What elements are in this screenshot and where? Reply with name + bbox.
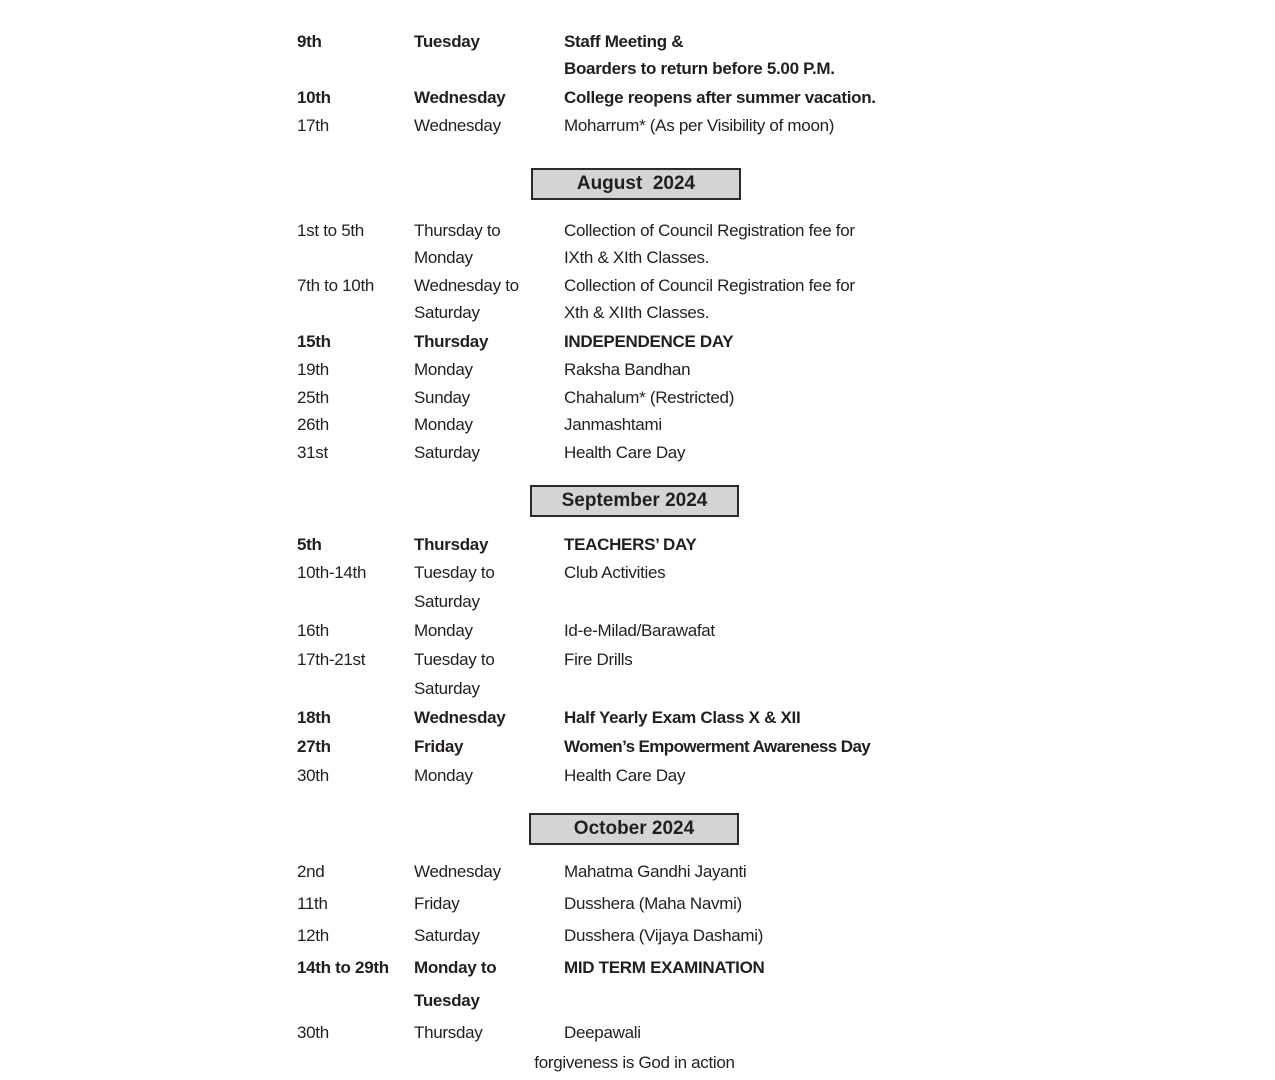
row-day: Sunday [414, 388, 470, 407]
row-date: 17th [297, 116, 329, 135]
row-date: 14th to 29th [297, 958, 389, 977]
row-event: Mahatma Gandhi Jayanti [564, 862, 747, 881]
row-date: 19th [297, 360, 329, 379]
row-day-line2: Saturday [414, 679, 480, 698]
row-day: Friday [414, 894, 460, 913]
month-header-october: October 2024 [529, 813, 739, 845]
row-day: Wednesday [414, 708, 506, 727]
row-date: 16th [297, 621, 329, 640]
row-date: 31st [297, 443, 328, 462]
row-event: MID TERM EXAMINATION [564, 958, 765, 977]
row-day: Saturday [414, 443, 480, 462]
row-day: Wednesday [414, 88, 506, 107]
row-day-line2: Tuesday [414, 991, 480, 1010]
row-event: Half Yearly Exam Class X & XII [564, 708, 801, 727]
row-day: Monday [414, 360, 473, 379]
row-date: 30th [297, 1023, 329, 1042]
row-day-line1: Tuesday to [414, 563, 495, 582]
row-event: Moharrum* (As per Visibility of moon) [564, 116, 835, 135]
row-event-line1: Collection of Council Registration fee for [564, 276, 855, 295]
row-event: Dusshera (Maha Navmi) [564, 894, 742, 913]
row-day: Wednesday [414, 862, 501, 881]
month-header-august: August 2024 [531, 168, 741, 200]
row-day: Wednesday [414, 116, 501, 135]
row-date: 5th [297, 535, 322, 554]
row-date: 26th [297, 415, 329, 434]
row-event: Janmashtami [564, 415, 662, 434]
row-date: 30th [297, 766, 329, 785]
row-event: Fire Drills [564, 650, 633, 669]
row-day: Monday [414, 415, 473, 434]
row-day-line2: Monday [414, 248, 473, 267]
row-day: Monday [414, 766, 473, 785]
row-day: Tuesday [414, 32, 480, 51]
row-event: Women’s Empowerment Awareness Day [564, 737, 871, 756]
row-day-line2: Saturday [414, 592, 480, 611]
row-event [564, 221, 855, 268]
row-day [414, 650, 494, 699]
row-day [414, 958, 496, 1011]
row-event: TEACHERS’ DAY [564, 535, 697, 554]
row-date: 12th [297, 926, 329, 945]
row-event: Chahalum* (Restricted) [564, 388, 735, 407]
row-day-line1: Tuesday to [414, 650, 495, 669]
row-event: Id-e-Milad/Barawafat [564, 621, 715, 640]
row-day [414, 563, 494, 612]
row-event-line1: Collection of Council Registration fee for [564, 221, 855, 240]
footer-quote: forgiveness is God in action [534, 1053, 735, 1072]
row-event: INDEPENDENCE DAY [564, 332, 734, 351]
row-day: Thursday [414, 1023, 483, 1042]
row-event: Raksha Bandhan [564, 360, 691, 379]
row-day-line1: Thursday to [414, 221, 501, 240]
row-day-line1: Wednesday to [414, 276, 519, 295]
month-header-september: September 2024 [530, 485, 739, 517]
row-date: 1st to 5th [297, 221, 364, 240]
row-day: Monday [414, 621, 473, 640]
row-event [564, 32, 835, 79]
row-date: 10th-14th [297, 563, 367, 582]
row-day-line1: Monday to [414, 958, 497, 977]
row-event: Dusshera (Vijaya Dashami) [564, 926, 764, 945]
row-date: 25th [297, 388, 329, 407]
row-event: College reopens after summer vacation. [564, 88, 876, 107]
row-event-line2: Xth & XIIth Classes. [564, 303, 710, 322]
row-date: 7th to 10th [297, 276, 375, 295]
row-date: 17th-21st [297, 650, 366, 669]
row-day: Thursday [414, 535, 489, 554]
row-event: Club Activities [564, 563, 666, 582]
row-date: 9th [297, 32, 322, 51]
row-day: Saturday [414, 926, 480, 945]
row-event: Health Care Day [564, 443, 686, 462]
row-date: 10th [297, 88, 331, 107]
row-event: Deepawali [564, 1023, 641, 1042]
row-event-line1: Staff Meeting & [564, 32, 684, 51]
row-day [414, 221, 500, 268]
row-day [414, 276, 519, 323]
row-event [564, 276, 855, 323]
row-date: 27th [297, 737, 331, 756]
row-event: Health Care Day [564, 766, 686, 785]
row-event-line2: Boarders to return before 5.00 P.M. [564, 59, 835, 78]
row-day-line2: Saturday [414, 303, 480, 322]
row-date: 2nd [297, 862, 325, 881]
row-date: 15th [297, 332, 331, 351]
row-date: 18th [297, 708, 331, 727]
row-event-line2: IXth & XIth Classes. [564, 248, 710, 267]
row-date: 11th [297, 894, 328, 913]
row-day: Friday [414, 737, 464, 756]
row-day: Thursday [414, 332, 489, 351]
